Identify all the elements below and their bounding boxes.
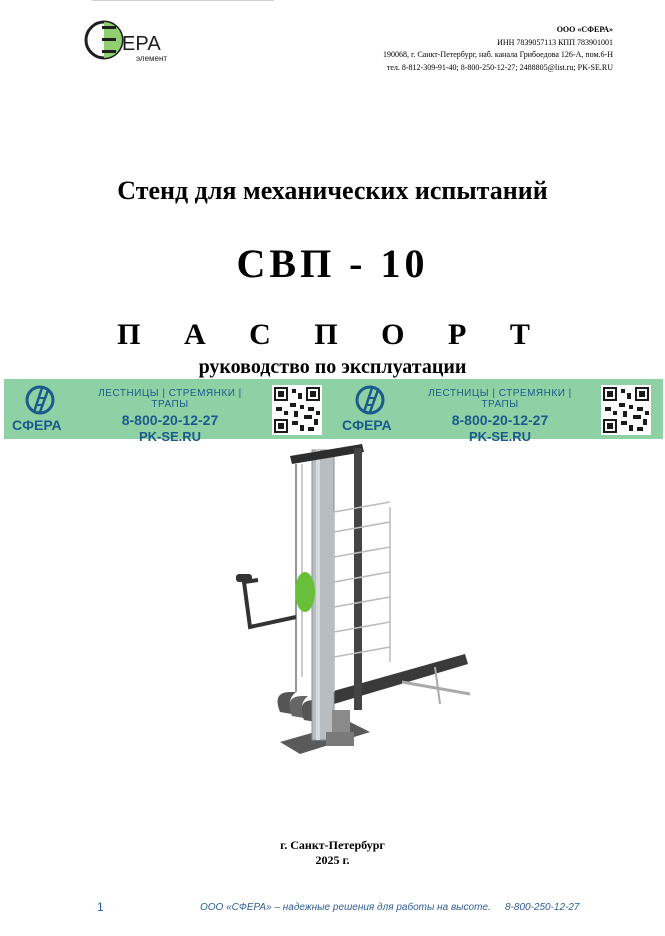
qr-code-icon-2 [601, 385, 651, 435]
top-rule [92, 0, 274, 1]
document-title: Стенд для механических испытаний [117, 176, 548, 205]
company-address: 190068, г. Санкт-Петербург, наб. канала Грибоедова 126-А, пом.6-Н [382, 50, 613, 59]
company-contacts: тел. 8-812-309-91-40; 8-800-250-12-27; 2488805@list.ru; PK-SE.RU [386, 62, 613, 72]
winch-icon [295, 572, 315, 612]
banner-brand: СФЕРА [12, 417, 62, 433]
banner-ad-2 [414, 388, 586, 444]
logo-letters: ЕРА [122, 33, 161, 55]
company-name: ООО «СФЕРА» [556, 25, 613, 34]
sfera-logo [82, 16, 182, 66]
rail-beam [330, 654, 468, 704]
banner-site: PK-SE.RU [138, 429, 202, 444]
city: г. Санкт-Петербург [280, 838, 385, 852]
banner-brand-2: СФЕРА [342, 417, 392, 433]
second-post [354, 448, 362, 710]
logo-subtitle: элемент [136, 54, 168, 63]
ad-banner [4, 379, 663, 444]
banner-categories: ЛЕСТНИЦЫ | СТРЕМЯНКИ | ТРАПЫ [98, 388, 242, 410]
banner-site-2: PK-SE.RU [468, 429, 532, 444]
footer-phone: 8-800-250-12-27 [505, 902, 580, 913]
page-number: 1 [97, 900, 104, 914]
company-block [383, 24, 613, 74]
model-name: СВП - 10 [236, 241, 429, 286]
qr-code-icon [272, 385, 322, 435]
footer-tagline: ООО «СФЕРА» – надежные решения для работы на высоте. [200, 902, 491, 913]
main-post [312, 450, 334, 740]
banner-phone-2: 8-800-20-12-27 [451, 412, 549, 428]
company-inn-kpp: ИНН 7839057113 КПП 783901001 [497, 37, 613, 47]
ladder-logo-icon [24, 385, 56, 415]
banner-categories-2: ЛЕСТНИЦЫ | СТРЕМЯНКИ | ТРАПЫ [428, 388, 572, 410]
test-stand-illustration [230, 442, 480, 772]
doc-subtitle: руководство по эксплуатации [198, 356, 467, 378]
banner-ad [84, 388, 256, 444]
year: 2025 г. [315, 853, 350, 867]
cross-bar [402, 682, 470, 694]
winch-handle [244, 580, 296, 627]
doc-type: П А С П О Р Т [117, 318, 548, 351]
banner-phone: 8-800-20-12-27 [121, 412, 219, 428]
ladder-logo-icon-2 [354, 385, 386, 415]
